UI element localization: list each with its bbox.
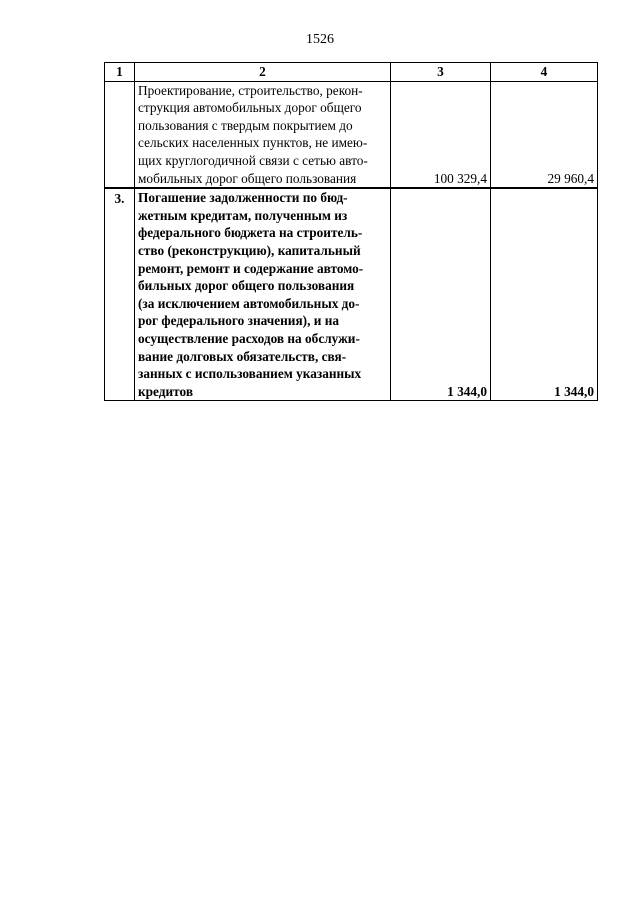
row-value-col-4: 29 960,4 — [491, 81, 598, 188]
budget-table — [104, 62, 598, 401]
row-index: 3. — [105, 188, 135, 401]
description-line: ремонт, ремонт и содержание автомо- — [138, 260, 364, 276]
description-line: сельских населенных пунктов, не имею- — [138, 135, 368, 151]
description-line: мобильных дорог общего пользования — [138, 170, 357, 186]
description-line: Погашение задолженности по бюд- — [138, 190, 348, 206]
description-line: вание долговых обязательств, свя- — [138, 348, 347, 364]
page-number: 1526 — [306, 32, 334, 47]
row-value-col-3: 1 344,0 — [391, 188, 491, 401]
row-value-col-4: 1 344,0 — [491, 188, 598, 401]
description-line: бильных дорог общего пользования — [138, 278, 355, 294]
description-line: щих круглогодичной связи с сетью авто- — [138, 152, 368, 168]
description-line: рог федерального значения), и на — [138, 313, 340, 329]
header-col-2: 2 — [135, 63, 391, 82]
header-col-3: 3 — [391, 63, 491, 82]
row-value-col-3: 100 329,4 — [391, 81, 491, 188]
description-line: пользования с твердым покрытием до — [138, 117, 353, 133]
row-description — [135, 81, 391, 188]
description-line: (за исключением автомобильных до- — [138, 295, 360, 311]
table-row — [105, 188, 598, 401]
description-line: занных с использованием указанных — [138, 366, 362, 382]
description-line: осуществление расходов на обслужи- — [138, 330, 360, 346]
description-line: Проектирование, строительство, рекон- — [138, 82, 363, 98]
row-index — [105, 81, 135, 188]
header-col-4: 4 — [491, 63, 598, 82]
table-header-row — [105, 63, 598, 82]
row-description — [135, 188, 391, 401]
description-line: федерального бюджета на строитель- — [138, 225, 363, 241]
description-line: ство (реконструкцию), капитальный — [138, 242, 361, 258]
header-col-1: 1 — [105, 63, 135, 82]
description-line: струкция автомобильных дорог общего — [138, 100, 362, 116]
table-row — [105, 81, 598, 188]
description-line: кредитов — [138, 383, 194, 399]
description-line: жетным кредитам, полученным из — [138, 207, 348, 223]
